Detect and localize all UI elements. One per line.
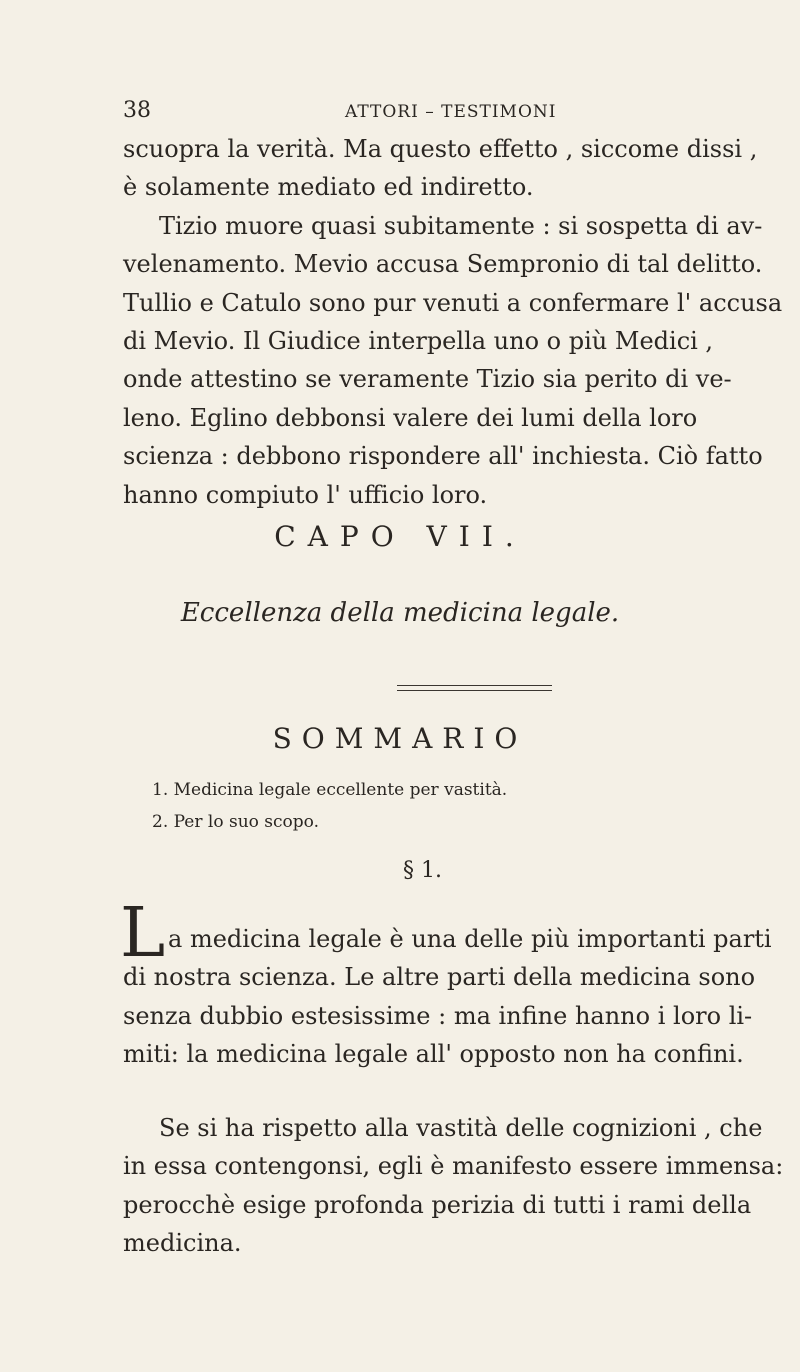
drop-cap: L [120, 894, 166, 973]
text-line: in essa contengonsi, egli è manifesto essere immensa: [123, 1152, 784, 1181]
decorative-rule [397, 685, 552, 691]
summary-item: 1. Medicina legale eccellente per vastità. [152, 780, 508, 800]
chapter-subtitle: Eccellenza della medicina legale. [180, 598, 620, 628]
text-line: scuopra la verità. Ma questo effetto , siccome dissi , [123, 135, 758, 163]
text-line: leno. Eglino debbonsi valere dei lumi della loro [123, 403, 698, 432]
text-line: è solamente mediato ed indiretto. [123, 173, 534, 202]
text-line: a medicina legale è una delle più importanti parti [168, 925, 772, 953]
sommario-heading: SOMMARIO [272, 722, 528, 755]
running-head: ATTORI – TESTIMONI [345, 102, 557, 122]
paragraph-section-2 [123, 1109, 784, 1263]
section-mark: § 1. [403, 858, 442, 883]
text-line: di nostra scienza. Le altre parti della medicina sono [123, 963, 756, 992]
text-line: medicina. [123, 1229, 242, 1258]
text-line: scienza : debbono rispondere all' inchiesta. Ciò fatto [123, 442, 763, 471]
summary-list [152, 774, 752, 838]
text-line: hanno compiuto l' ufficio loro. [123, 480, 488, 509]
paragraph-section-1 [123, 920, 780, 1074]
text-line: Se si ha rispetto alla vastità delle cognizioni , che [159, 1114, 763, 1142]
text-line: senza dubbio estesissime : ma infine hanno i loro li- [123, 1001, 753, 1030]
chapter-heading: CAPO VII. [274, 520, 526, 553]
page-number: 38 [123, 98, 151, 123]
page-header [123, 98, 778, 128]
summary-item: 2. Per lo suo scopo. [152, 812, 319, 832]
text-line: onde attestino se veramente Tizio sia perito di ve- [123, 365, 732, 394]
text-line: perocchè esige profonda perizia di tutti i rami della [123, 1190, 752, 1219]
text-line: Tullio e Catulo sono pur venuti a confermare l' accusa [123, 288, 783, 317]
text-line: Tizio muore quasi subitamente : si sospetta di av- [159, 211, 763, 240]
text-line: velenamento. Mevio accusa Sempronio di tal delitto. [123, 250, 763, 279]
text-line: di Mevio. Il Giudice interpella uno o più Medici , [123, 327, 714, 356]
paragraph-intro [123, 130, 783, 514]
text-line: miti: la medicina legale all' opposto non ha confini. [123, 1040, 744, 1069]
